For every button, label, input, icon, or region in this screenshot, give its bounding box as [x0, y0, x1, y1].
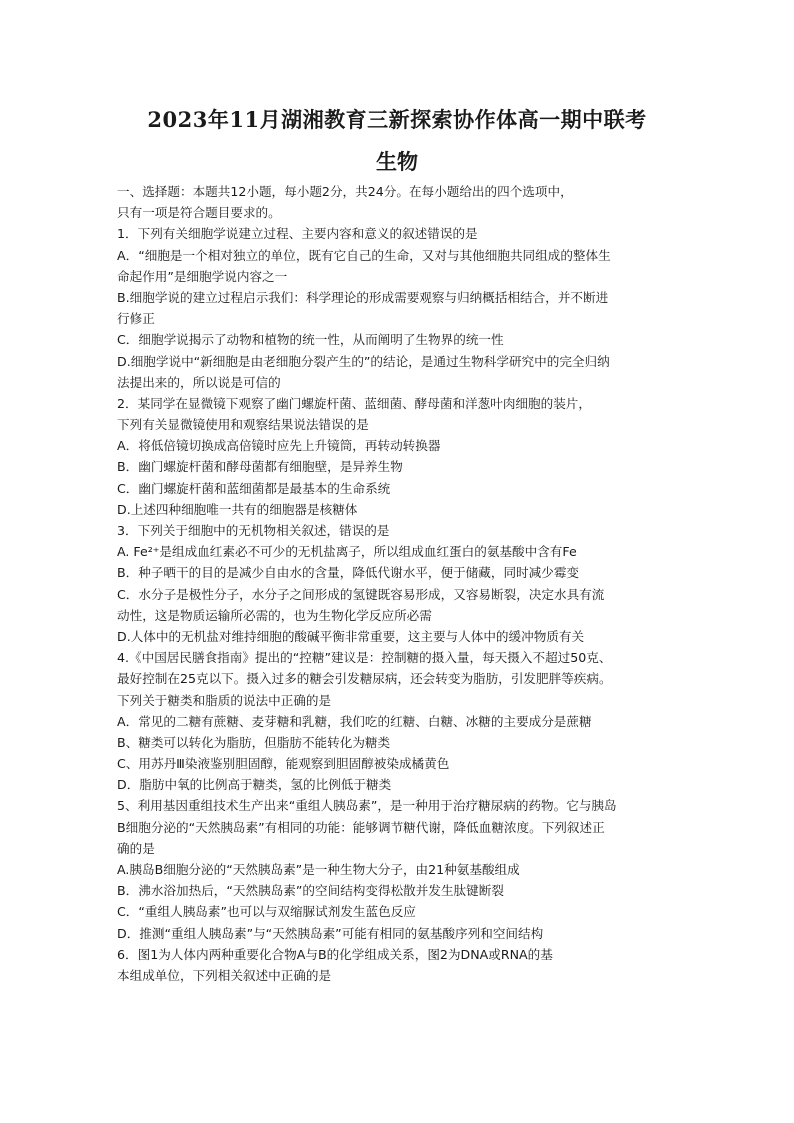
question-5-option-a: A.胰岛B细胞分泌的“天然胰岛素”是一种生物大分子，由21种氨基酸组成 [117, 862, 520, 877]
question-1-option-a: A．“细胞是一个相对独立的单位，既有它自己的生命，又对与其他细胞共同组成的整体生 [117, 247, 611, 263]
question-3-stem: 3．下列关于细胞中的无机物相关叙述，错误的是 [117, 523, 390, 538]
question-2-option-b: B．幽门螺旋杆菌和酵母菌都有细胞壁，是异养生物 [117, 459, 403, 475]
question-6-stem: 6．图1为人体内两种重要化合物A与B的化学组成关系，图2为DNA或RNA的基 [117, 946, 553, 962]
question-1-option-d-cont: 法提出来的，所以说是可信的 [117, 374, 281, 390]
question-2-stem: 2．某同学在显微镜下观察了幽门螺旋杆菌、蓝细菌、酵母菌和洋葱叶肉细胞的装片， [117, 395, 591, 411]
question-1-option-d: D.细胞学说中“新细胞是由老细胞分裂产生的”的结论，是通过生物科学研究中的完全归纳 [117, 353, 610, 369]
question-5-stem-cont: B细胞分泌的“天然胰岛素”有相同的功能：能够调节糖代谢，降低血糖浓度。下列叙述正 [117, 819, 605, 835]
question-6-stem-cont: 本组成单位，下列相关叙述中正确的是 [117, 967, 332, 983]
question-3-option-c-cont: 动性，这是物质运输所必需的，也为生物化学反应所必需 [117, 607, 432, 623]
question-body [117, 181, 677, 986]
question-2-option-c: C．幽门螺旋杆菌和蓝细菌都是最基本的生命系统 [117, 480, 391, 496]
question-3-option-c: C．水分子是极性分子，水分子之间形成的氢键既容易形成，又容易断裂，决定水具有流 [117, 586, 605, 602]
question-2-option-a: A．将低倍镜切换成高倍镜时应先上升镜筒，再转动转换器 [117, 438, 441, 454]
question-3-option-b: B．种子晒干的目的是减少自由水的含量，降低代谢水平，便于储藏，同时减少霉变 [117, 565, 580, 581]
question-1-option-a-cont: 命起作用”是细胞学说内容之一 [117, 268, 288, 284]
question-2-option-d: D.上述四种细胞唯一共有的细胞器是核糖体 [117, 501, 358, 517]
question-3-option-a: A. Fe²⁺是组成血红素必不可少的无机盐离子，所以组成血红蛋白的氨基酸中含有Fe [117, 544, 577, 560]
section-heading-cont: 只有一项是符合题目要求的。 [117, 205, 281, 221]
subject-title: 生物 [376, 149, 418, 174]
question-5-option-c: C．“重组人胰岛素”也可以与双缩脲试剂发生蓝色反应 [117, 904, 416, 920]
question-5-option-d: D．推测“重组人胰岛素”与“天然胰岛素”可能有相同的氨基酸序列和空间结构 [117, 925, 544, 941]
question-4-option-d: D．脂肪中氧的比例高于糖类，氢的比例低于糖类 [117, 777, 392, 793]
section-heading: 一、选择题：本题共12小题，每小题2分，共24分。在每小题给出的四个选项中， [117, 184, 573, 199]
question-1-option-c: C．细胞学说揭示了动物和植物的统一性，从而阐明了生物界的统一性 [117, 332, 504, 348]
question-4-stem: 4.《中国居民膳食指南》提出的“控糖”建议是：控制糖的摄入量，每天摄入不超过50克、 [117, 650, 612, 666]
exam-title: 2023年11月湖湘教育三新探索协作体高一期中联考 [147, 107, 647, 132]
question-4-option-c: C、用苏丹Ⅲ染液鉴别胆固醇，能观察到胆固醇被染成橘黄色 [117, 756, 450, 772]
question-5-stem: 5、利用基因重组技术生产出来“重组人胰岛素”，是一种用于治疗糖尿病的药物。它与胰岛 [117, 798, 617, 814]
question-4-stem-cont: 最好控制在25克以下。摄入过多的糖会引发糖尿病，还会转变为脂肪，引发肥胖等疾病。 [117, 671, 612, 687]
question-2-stem-cont: 下列有关显微镜使用和观察结果说法错误的是 [117, 417, 369, 433]
question-1-option-b-cont: 行修正 [117, 311, 155, 327]
question-3-option-d: D.人体中的无机盐对维持细胞的酸碱平衡非常重要，这主要与人体中的缓冲物质有关 [117, 628, 585, 644]
question-4-option-b: B、糖类可以转化为脂肪，但脂肪不能转化为糖类 [117, 734, 391, 750]
question-4-stem-cont-2: 下列关于糖类和脂质的说法中正确的是 [117, 692, 332, 708]
question-1-stem: 1．下列有关细胞学说建立过程、主要内容和意义的叙述错误的是 [117, 226, 478, 242]
question-5-option-b: B．沸水浴加热后，“天然胰岛素”的空间结构变得松散并发生肽键断裂 [117, 883, 504, 899]
question-5-stem-cont-2: 确的是 [117, 840, 155, 856]
question-4-option-a: A．常见的二糖有蔗糖、麦芽糖和乳糖，我们吃的红糖、白糖、冰糖的主要成分是蔗糖 [117, 713, 592, 729]
question-1-option-b: B.细胞学说的建立过程启示我们：科学理论的形成需要观察与归纳概括相结合，并不断进 [117, 289, 609, 305]
